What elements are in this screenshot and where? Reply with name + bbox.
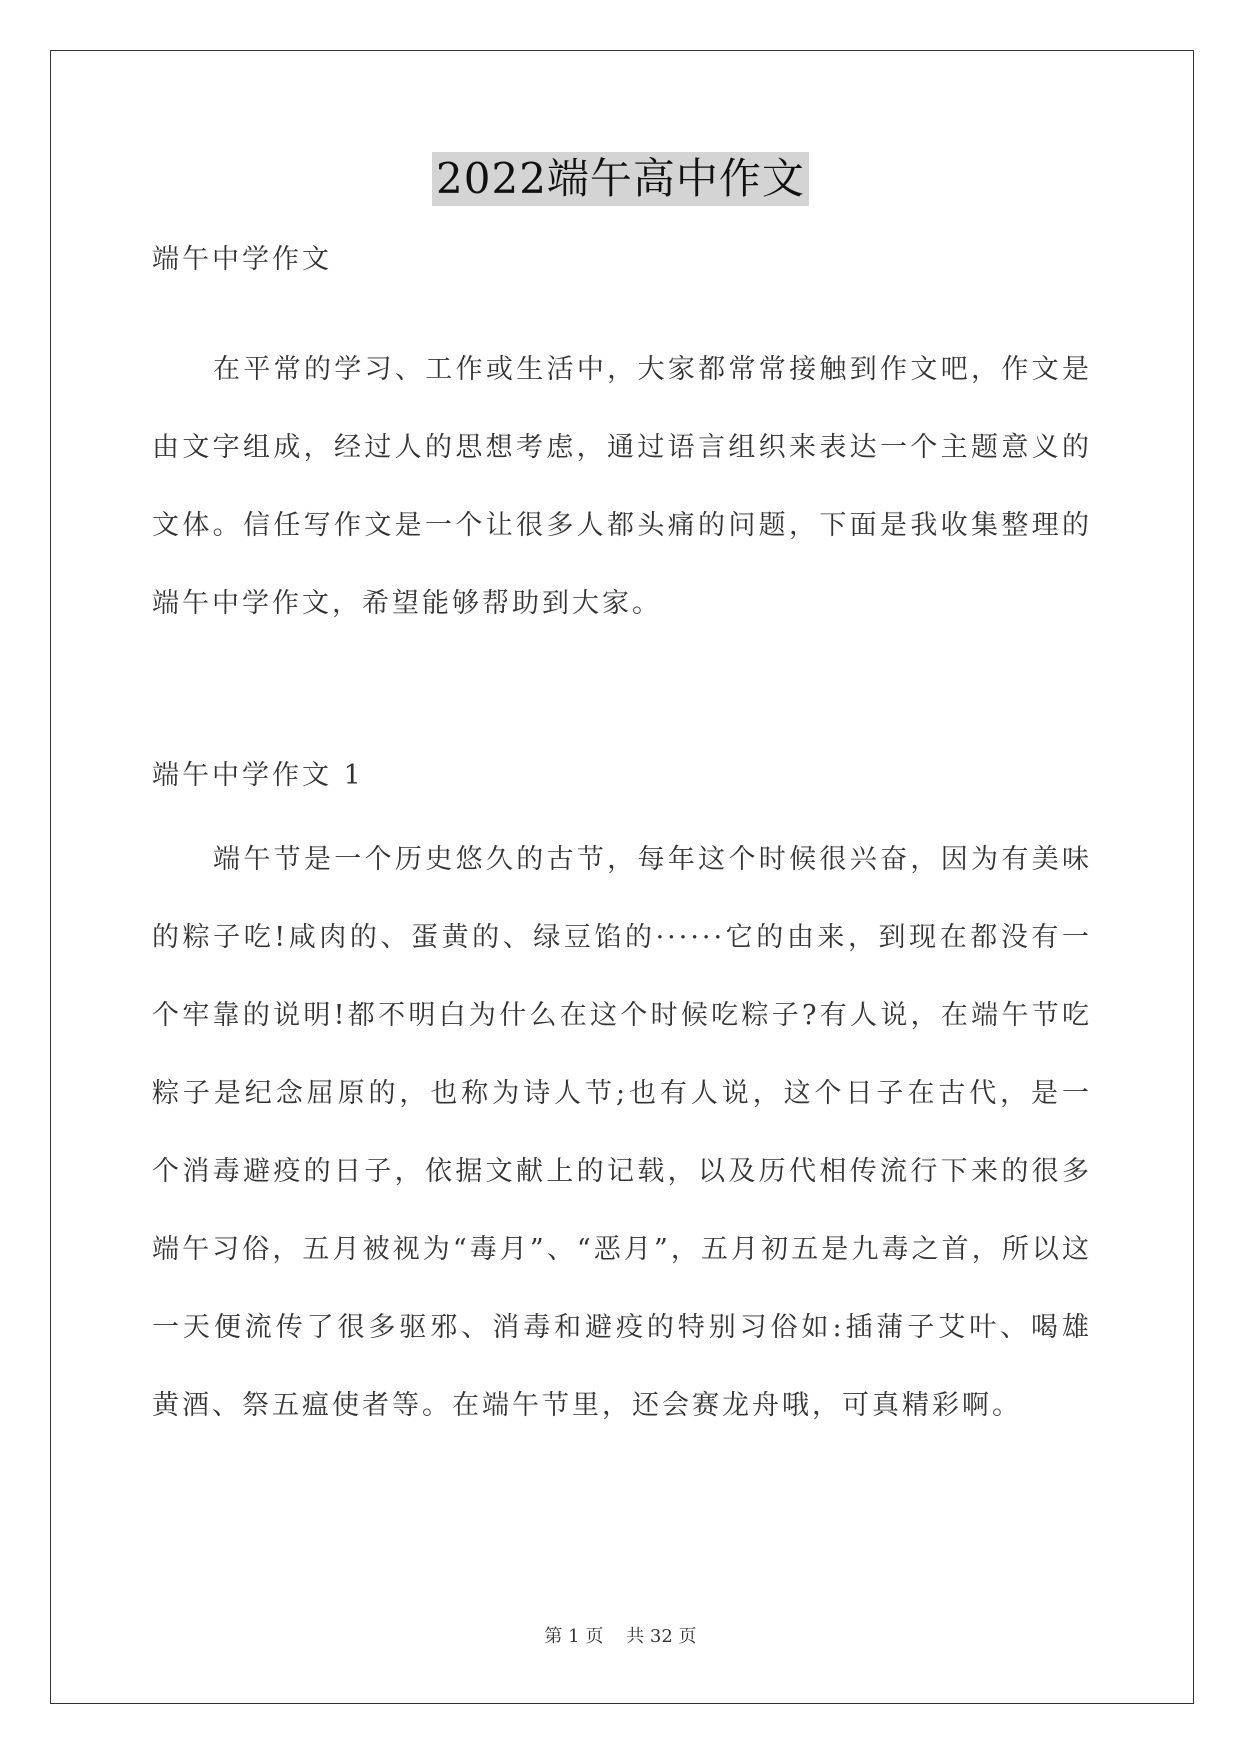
section1-paragraph: 端午节是一个历史悠久的古节，每年这个时候很兴奋，因为有美味的粽子吃!咸肉的、蛋黄的、绿豆馅的······它的由来，到现在都没有一个牢靠的说明!都不明白为什么在这个时候吃粽子?有人说，在端午节吃粽子是纪念屈原的，也称为诗人节;也有人说，这个日子在古代，是一个消毒避疫的日子，依据文献上的记载，以及历代相传流行下来的很多端午习俗，五月被视为“毒月”、“恶月”，五月初五是九毒之首，所以这一天便流传了很多驱邪、消毒和避疫的特别习俗如:插蒲子艾叶、喝雄黄酒、祭五瘟使者等。在端午节里，还会赛龙舟哦，可真精彩啊。 bbox=[152, 844, 1092, 1421]
page-number-footer: 第 1 页 共 32 页 bbox=[544, 1626, 697, 1647]
section1-heading: 端午中学作文 1 bbox=[152, 760, 364, 791]
intro-section bbox=[152, 331, 1092, 643]
intro-paragraph: 在平常的学习、工作或生活中，大家都常常接触到作文吧，作文是由文字组成，经过人的思想考虑，通过语言组织来表达一个主题意义的文体。信任写作文是一个让很多人都头痛的问题，下面是我收集整理的端午中学作文，希望能够帮助到大家。 bbox=[152, 354, 1092, 619]
title-container bbox=[0, 152, 1241, 206]
intro-heading: 端午中学作文 bbox=[152, 244, 332, 275]
document-title: 2022端午高中作文 bbox=[432, 152, 809, 206]
section1-body bbox=[152, 821, 1092, 1445]
